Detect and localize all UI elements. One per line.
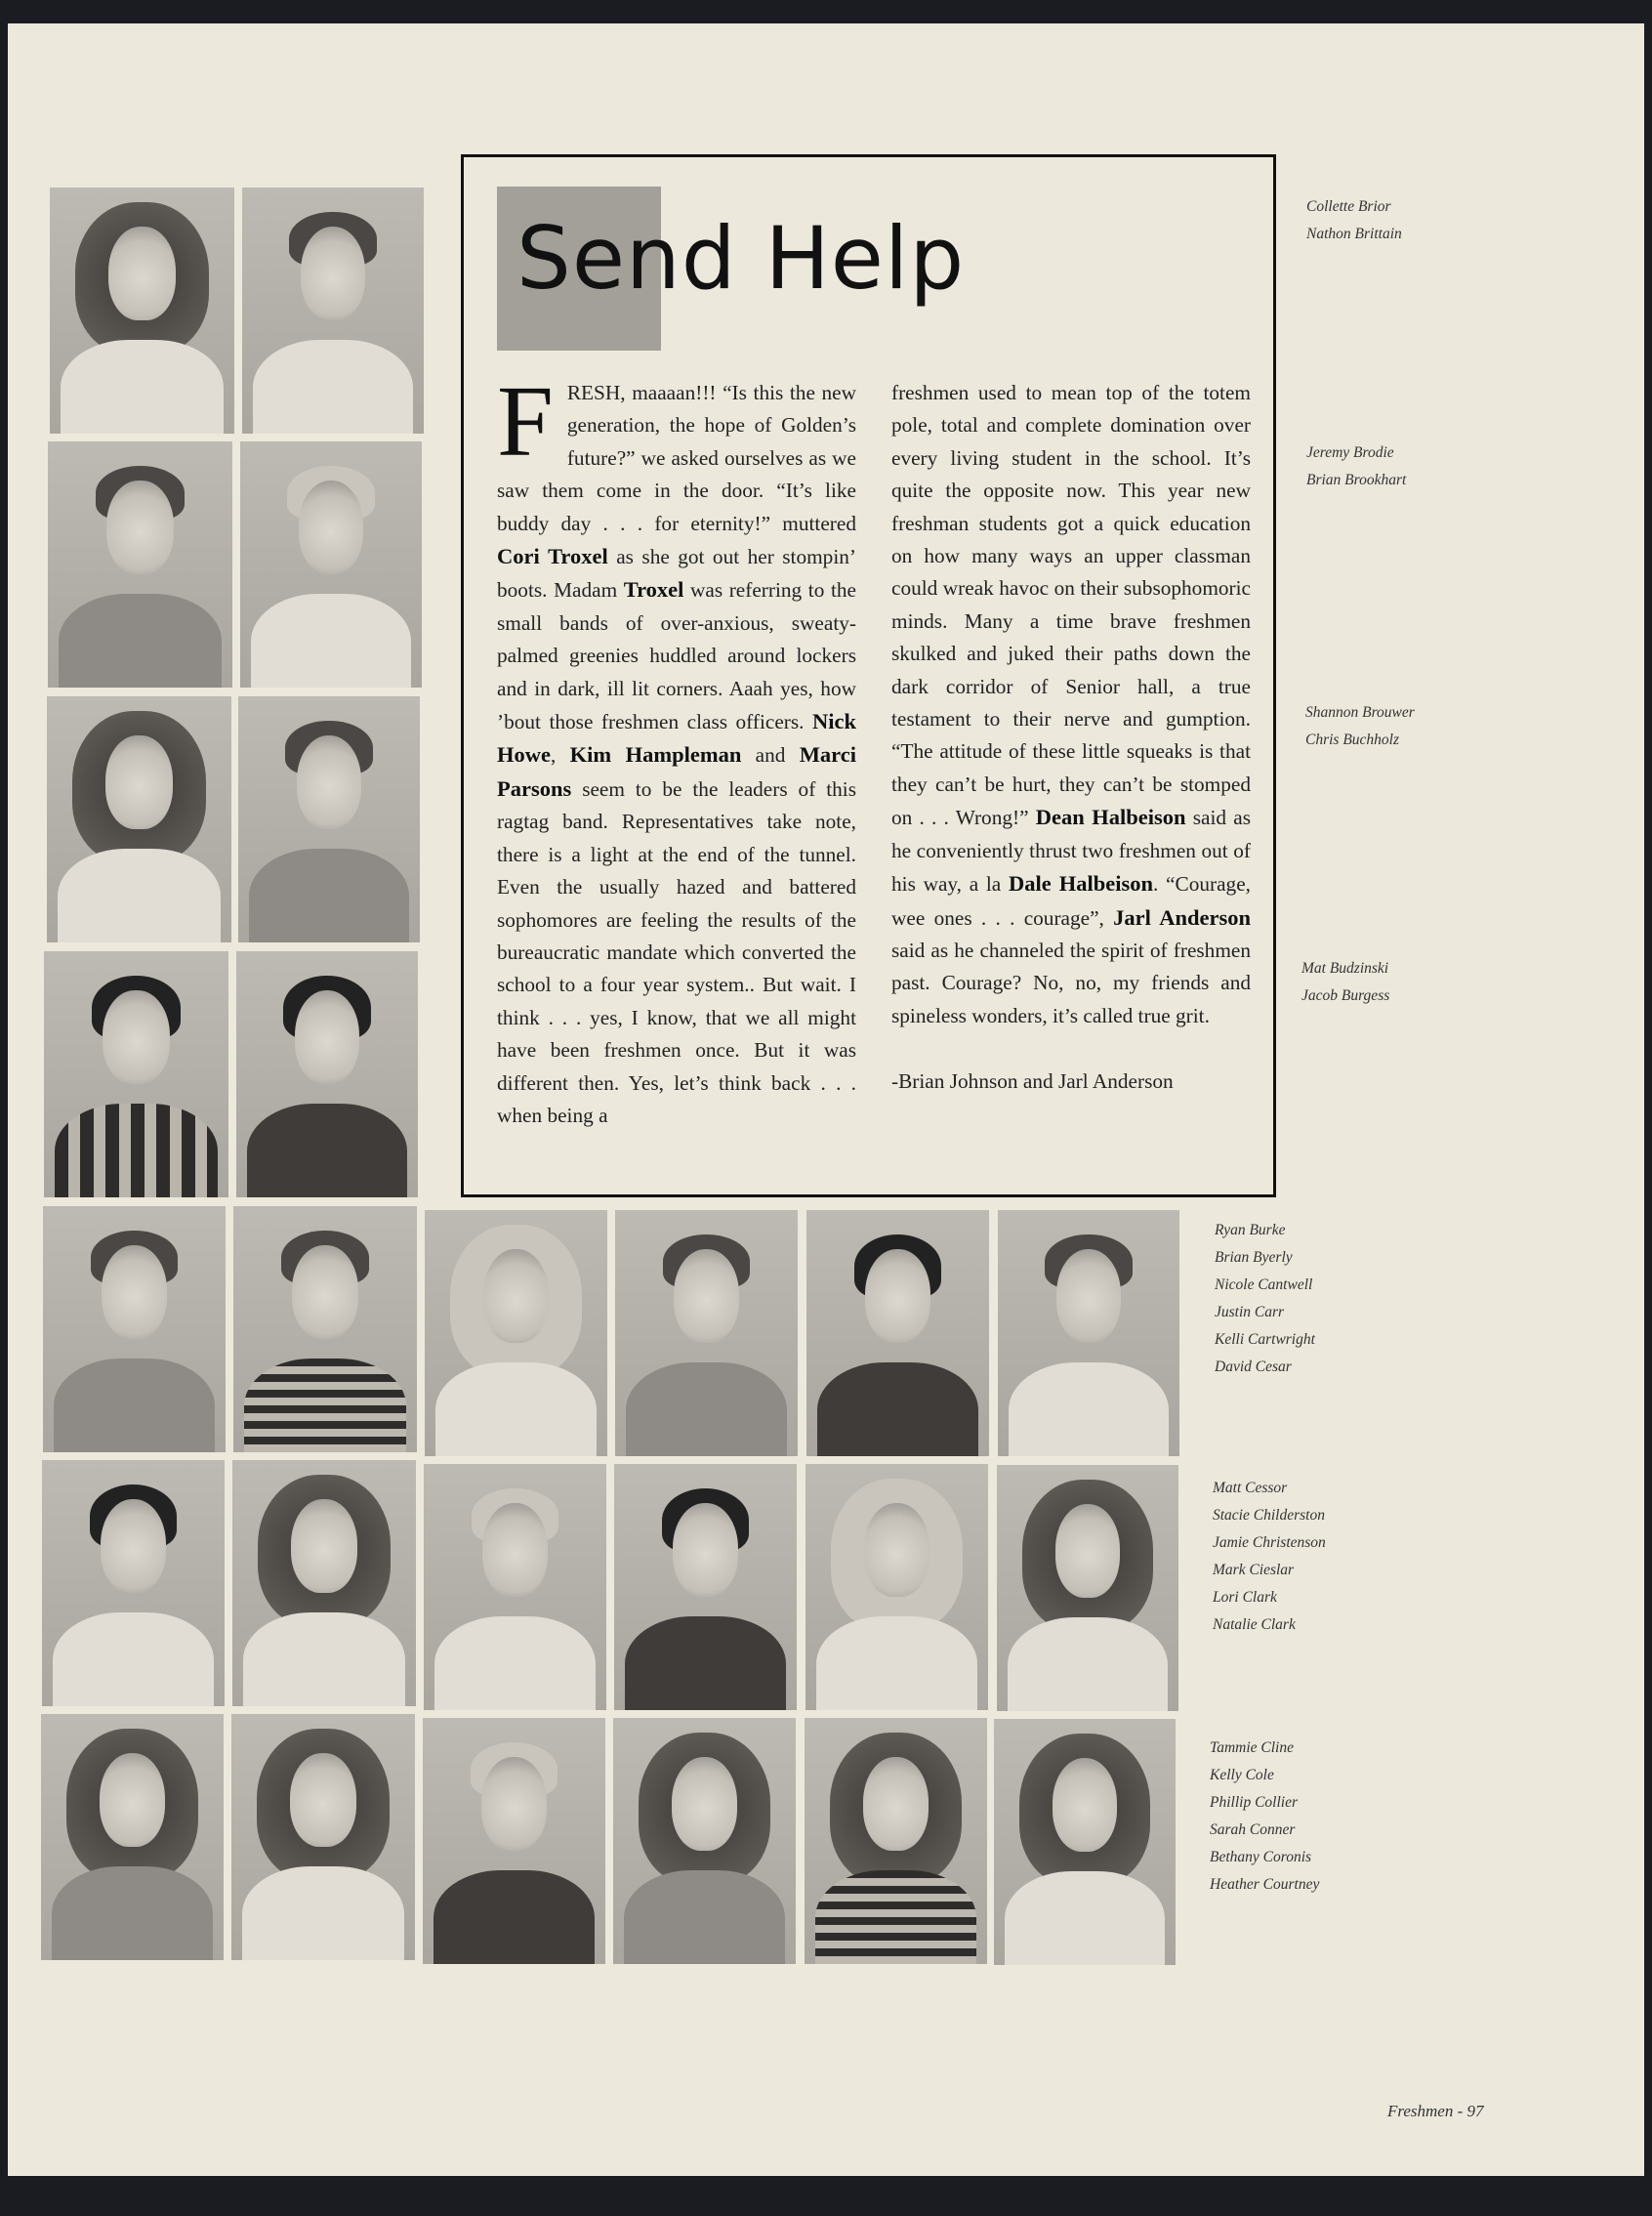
- body-text: ,: [551, 743, 570, 768]
- portrait-phillip-collier: [423, 1718, 605, 1964]
- portrait-lori-clark: [805, 1464, 988, 1710]
- portrait-justin-carr: [615, 1210, 798, 1456]
- names-row-3: [1210, 1735, 1319, 1899]
- student-name: Stacie Childerston: [1213, 1507, 1325, 1524]
- body-text: as she got out her stompin’ boots. Madam: [497, 545, 856, 603]
- student-name: Ryan Burke: [1215, 1222, 1286, 1238]
- student-name: Jamie Christenson: [1213, 1534, 1326, 1551]
- student-name: Lori Clark: [1213, 1589, 1277, 1606]
- portrait-chris-buchholz: [238, 696, 420, 942]
- portrait-heather-courtney: [994, 1719, 1176, 1965]
- student-name: Heather Courtney: [1210, 1876, 1320, 1893]
- name-bold: Dean Halbeison: [1035, 805, 1186, 830]
- student-name: Kelli Cartwright: [1215, 1331, 1315, 1348]
- portrait-nathon-brittain: [242, 188, 424, 434]
- names-group-1: [1306, 193, 1402, 248]
- article-box: [461, 154, 1276, 1197]
- name-bold: Marci Parsons: [497, 742, 856, 801]
- student-name: Collette Brior: [1306, 198, 1391, 215]
- portrait-brian-brookhart: [240, 441, 422, 688]
- portrait-nicole-cantwell: [425, 1210, 607, 1456]
- name-bold: Troxel: [623, 577, 684, 603]
- name-bold: Jarl Anderson: [1113, 904, 1252, 930]
- page-folio: Freshmen - 97: [1387, 2102, 1484, 2120]
- student-name: Mat Budzinski: [1301, 960, 1389, 977]
- body-text: and: [741, 743, 800, 768]
- body-text: was referring to the small bands of over-anxious, sweaty-palmed greenies huddled around lockers and in dark, ill lit corners. Aaah yes, how ’bout those freshmen class officers.: [497, 578, 856, 734]
- student-name: Mark Cieslar: [1213, 1562, 1295, 1578]
- portrait-bethany-coronis: [805, 1718, 987, 1964]
- student-name: David Cesar: [1215, 1359, 1292, 1375]
- student-name: Jeremy Brodie: [1306, 444, 1394, 461]
- portrait-david-cesar: [998, 1210, 1179, 1456]
- portrait-stacie-childerston: [232, 1460, 416, 1706]
- article-column-2: [891, 377, 1251, 1099]
- student-name: Kelly Cole: [1210, 1767, 1274, 1783]
- names-group-2: [1306, 439, 1406, 494]
- student-name: Nicole Cantwell: [1215, 1276, 1313, 1293]
- article-title: Send Help: [516, 208, 966, 309]
- portrait-ryan-burke: [43, 1206, 226, 1452]
- portrait-mark-cieslar: [614, 1464, 797, 1710]
- names-group-3: [1305, 699, 1415, 754]
- portrait-natalie-clark: [997, 1465, 1178, 1711]
- student-name: Nathon Brittain: [1306, 226, 1402, 242]
- portrait-kelli-cartwright: [806, 1210, 989, 1456]
- body-text: seem to be the leaders of this ragtag band. Representatives take note, there is a light at the end of the tunnel. Even the usually hazed and battered sophomores are feeling the results of the bureaucratic mandate which converted the school to a four year system.. But wait. I think . . . yes, I know, that we all might have been freshmen once. But it was different then. Yes, let’s think back . . . when being a: [497, 776, 856, 1127]
- student-name: Tammie Cline: [1210, 1739, 1294, 1756]
- student-name: Chris Buchholz: [1305, 732, 1400, 748]
- student-name: Brian Byerly: [1215, 1249, 1293, 1266]
- portrait-matt-cessor: [42, 1460, 225, 1706]
- portrait-shannon-brouwer: [47, 696, 231, 942]
- student-name: Justin Carr: [1215, 1304, 1285, 1320]
- body-text: RESH, maaaan!!! “Is this the new generation, the hope of Golden’s future?” we asked ourselves as we saw them come in the door. “It’s like buddy day . . . for eternity!” muttered: [497, 381, 856, 535]
- name-bold: Cori Troxel: [497, 544, 608, 569]
- student-name: Matt Cessor: [1213, 1480, 1288, 1496]
- article-signature: -Brian Johnson and Jarl Anderson: [891, 1069, 1174, 1094]
- name-bold: Dale Halbeison: [1008, 871, 1154, 897]
- name-bold: Kim Hampleman: [569, 742, 742, 768]
- drop-cap: F: [497, 365, 554, 478]
- names-group-4: [1301, 955, 1389, 1010]
- portrait-jacob-burgess: [236, 951, 418, 1197]
- name-bold: Nick Howe: [497, 709, 856, 768]
- portrait-kelly-cole: [231, 1714, 415, 1960]
- student-name: Phillip Collier: [1210, 1794, 1298, 1811]
- portrait-jeremy-brodie: [48, 441, 232, 688]
- student-name: Bethany Coronis: [1210, 1849, 1312, 1865]
- portrait-brian-byerly: [233, 1206, 417, 1452]
- names-row-2: [1213, 1475, 1326, 1639]
- names-row-1: [1215, 1217, 1315, 1381]
- portrait-mat-budzinski: [44, 951, 228, 1197]
- article-column-1: [497, 365, 856, 1132]
- student-name: Sarah Conner: [1210, 1821, 1296, 1838]
- student-name: Natalie Clark: [1213, 1616, 1296, 1633]
- portrait-jamie-christenson: [424, 1464, 606, 1710]
- body-text: freshmen used to mean top of the totem pole, total and complete domination over every living student in the school. It’s quite the opposite now. This year new freshman students got a quick education on how many ways an upper classman could wreak havoc on their subsophomoric minds. Many a time brave freshmen skulked and juked their paths down the dark corridor of Senior hall, a true testament to their nerve and gumption. “The attitude of these little squeaks is that they can’t be hurt, they can’t be stomped on . . . Wrong!”: [891, 381, 1251, 830]
- portrait-sarah-conner: [613, 1718, 796, 1964]
- body-text: said as he conveniently thrust two freshmen out of his way, a la: [891, 806, 1251, 897]
- body-text: . “Courage, wee ones . . . courage”,: [891, 872, 1251, 930]
- portrait-tammie-cline: [41, 1714, 224, 1960]
- body-text: said as he channeled the spirit of freshmen past. Courage? No, no, my friends and spineless wonders, it’s called true grit.: [891, 938, 1251, 1027]
- student-name: Brian Brookhart: [1306, 472, 1407, 488]
- yearbook-page: [8, 23, 1644, 2176]
- portrait-collette-brior: [50, 188, 234, 434]
- student-name: Jacob Burgess: [1301, 987, 1390, 1004]
- student-name: Shannon Brouwer: [1305, 704, 1415, 721]
